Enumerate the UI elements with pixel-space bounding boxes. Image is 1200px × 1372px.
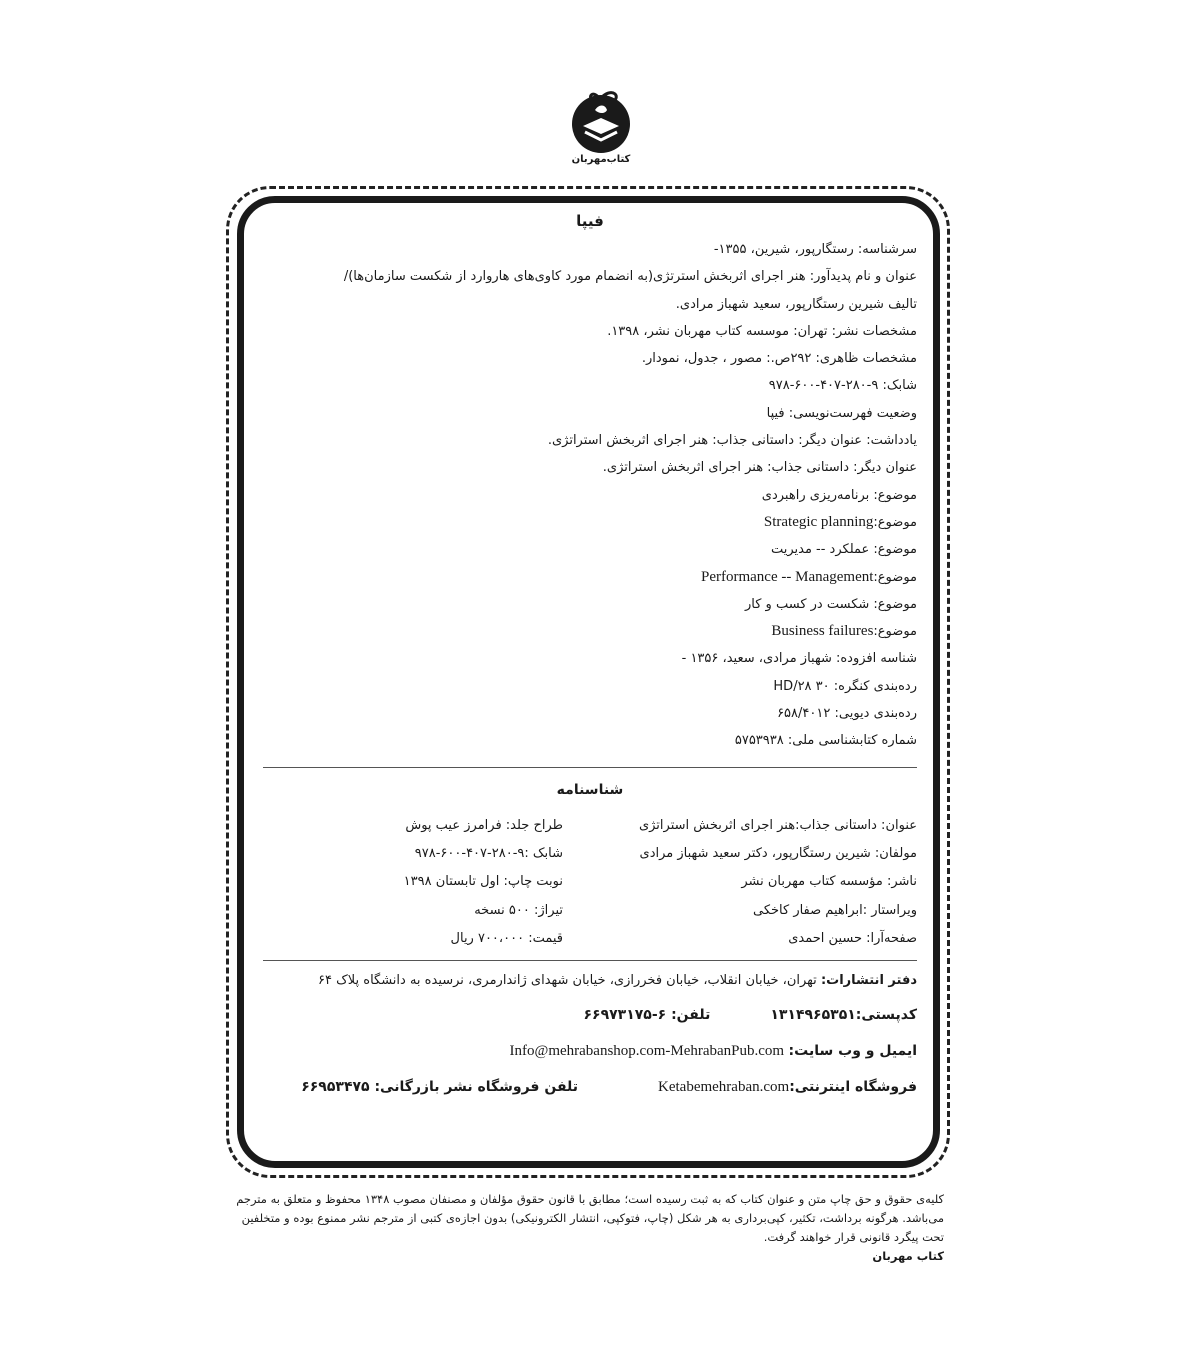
fipa-label: عنوان دیگر: bbox=[853, 460, 917, 476]
fipa-label: مشخصات ظاهری: bbox=[815, 351, 917, 367]
fipa-label: یادداشت: bbox=[866, 433, 917, 449]
info-card bbox=[263, 204, 917, 1158]
fipa-value: ۹-۲۸۰-۴۰۷-۶۰۰-۹۷۸ bbox=[768, 378, 883, 394]
fipa-line bbox=[263, 291, 917, 318]
fipa-value: شهباز مرادی، سعید، ۱۳۵۶ - bbox=[681, 651, 836, 667]
fipa-value: رستگارپور، شیرین، ۱۳۵۵- bbox=[713, 242, 858, 257]
postal-value: ۱۳۱۴۹۶۵۳۵۱ bbox=[770, 1006, 856, 1023]
office-address bbox=[263, 971, 917, 991]
fipa-line bbox=[263, 509, 917, 536]
publisher-logo bbox=[563, 86, 639, 176]
fipa-value: تالیف شیرین رستگارپور، سعید شهباز مرادی. bbox=[675, 296, 917, 312]
fipa-label: عنوان و نام پدیدآور: bbox=[809, 269, 917, 285]
fipa-value: Strategic planning bbox=[760, 513, 874, 530]
divider bbox=[263, 960, 917, 961]
fipa-line bbox=[263, 236, 917, 263]
copyright-line: می‌باشد. هرگونه برداشت، تکثیر، کپی‌برداری به هر شکل (چاپ، فتوکپی، انتشار الکترونیکی) بدون اجازه‌ی کتبی از مترجم نشر ممنوع بوده و متخلفین bbox=[241, 1211, 944, 1225]
shop-link[interactable]: Ketabemehraban.com bbox=[658, 1078, 790, 1095]
fipa-label: موضوع: bbox=[873, 624, 917, 640]
fipa-label: موضوع: bbox=[873, 514, 917, 530]
fipa-line bbox=[263, 700, 917, 727]
web-label: ایمیل و وب سایت: bbox=[788, 1042, 917, 1059]
fipa-value: عملکرد -- مدیریت bbox=[770, 542, 874, 558]
fipa-line bbox=[263, 400, 917, 427]
fipa-value: Business failures bbox=[767, 623, 874, 640]
fipa-label: موضوع: bbox=[873, 596, 917, 612]
shenasname-item: عنوان: داستانی جذاب:هنر اجرای اثربخش استراتژی bbox=[638, 817, 917, 833]
fipa-value: ۵۷۵۳۹۳۸ bbox=[734, 733, 788, 749]
fipa-label: شابک: bbox=[882, 378, 917, 394]
shenasname-item: تیراژ: ۵۰۰ نسخه bbox=[474, 902, 563, 918]
fipa-line bbox=[263, 536, 917, 563]
office-label: دفتر انتشارات: bbox=[820, 972, 917, 988]
fipa-value: ۶۵۸/۴۰۱۲ bbox=[777, 706, 835, 722]
fipa-line bbox=[263, 454, 917, 481]
phone-value: ۶-۶۶۹۷۳۱۷۵ bbox=[583, 1006, 672, 1023]
fipa-label: موضوع: bbox=[873, 487, 917, 503]
phone bbox=[583, 1005, 710, 1025]
shenasname-item: ویراستار :ابراهیم صفار کاخکی bbox=[752, 902, 917, 918]
fipa-line bbox=[263, 673, 917, 700]
fipa-value: عنوان دیگر: داستانی جذاب: هنر اجرای اثربخش استراتژی. bbox=[547, 433, 867, 449]
fipa-label: شناسه افزوده: bbox=[835, 651, 917, 667]
fipa-line bbox=[263, 618, 917, 645]
shenasname-item: طراح جلد: فرامرز عیب پوش bbox=[405, 817, 563, 833]
shenasname-right-column bbox=[587, 812, 917, 954]
fipa-value: Performance -- Management bbox=[697, 568, 874, 585]
postal-code bbox=[770, 1005, 917, 1025]
shenasname-left-column bbox=[263, 812, 563, 954]
shenasname-section bbox=[263, 812, 917, 954]
store-phone-value: ۶۶۹۵۳۴۷۵ bbox=[301, 1078, 375, 1095]
fipa-value: هنر اجرای اثربخش استرتژی(به انضمام مورد کاوی‌های هاروارد از شکست سازمان‌ها)/ bbox=[343, 269, 810, 285]
postal-label: کدپستی: bbox=[855, 1006, 917, 1023]
store-phone bbox=[301, 1077, 578, 1097]
fipa-value: شکست در کسب و کار bbox=[745, 596, 874, 612]
fipa-label: مشخصات نشر: bbox=[831, 323, 917, 339]
copyright-notice bbox=[234, 1190, 944, 1266]
shenasname-item: شابک :۹-۲۸۰-۴۰۷-۶۰۰-۹۷۸ bbox=[414, 846, 563, 862]
store-phone-label: تلفن فروشگاه نشر بازرگانی: bbox=[374, 1078, 578, 1095]
phone-label: تلفن: bbox=[671, 1006, 711, 1023]
shenasname-item: نوبت چاپ: اول تابستان ۱۳۹۸ bbox=[403, 874, 563, 890]
shenasname-title: شناسنامه bbox=[556, 781, 624, 798]
fipa-value: برنامه‌ریزی راهبردی bbox=[761, 487, 874, 503]
shenasname-item: مولفان: شیرین رستگارپور، دکتر سعید شهباز مرادی bbox=[639, 846, 917, 862]
fipa-label: موضوع: bbox=[873, 569, 917, 585]
book-logo-icon bbox=[563, 86, 639, 154]
logo-text: کتاب‌مهربان bbox=[571, 154, 631, 165]
fipa-line bbox=[263, 591, 917, 618]
fipa-section bbox=[263, 236, 917, 755]
web-link[interactable]: Info@mehrabanshop.com-MehrabanPub.com bbox=[509, 1042, 785, 1059]
shop-label: فروشگاه اینترنتی: bbox=[789, 1078, 917, 1095]
divider bbox=[263, 767, 917, 768]
copyright-line: تحت پیگرد قانونی قرار خواهند گرفت. bbox=[763, 1230, 944, 1244]
copyright-brand: کتاب مهربان bbox=[872, 1249, 944, 1263]
fipa-label: شماره کتابشناسی ملی: bbox=[787, 733, 917, 749]
fipa-line bbox=[263, 727, 917, 754]
office-value: تهران، خیابان انقلاب، خیابان فخررازی، خیابان شهدای ژاندارمری، نرسیده به دانشگاه پلاک ۶۴ bbox=[318, 972, 821, 988]
fipa-label: وضعیت فهرست‌نویسی: bbox=[788, 405, 917, 421]
fipa-line bbox=[263, 263, 917, 290]
fipa-value: داستانی جذاب: هنر اجرای اثربخش استراتژی. bbox=[602, 460, 854, 476]
fipa-line bbox=[263, 372, 917, 399]
shenasname-item: صفحه‌آرا: حسین احمدی bbox=[788, 931, 917, 947]
fipa-line bbox=[263, 564, 917, 591]
copyright-line: کلیه‌ی حقوق و حق چاپ متن و عنوان کتاب که به ثبت رسیده است؛ مطابق با قانون حقوق مؤلفان و مصنفان مصوب ۱۳۴۸ محفوظ و متعلق به مترجم bbox=[236, 1192, 944, 1206]
shenasname-item: قیمت: ۷۰۰،۰۰۰ ریال bbox=[450, 931, 563, 947]
shenasname-item: ناشر: مؤسسه کتاب مهربان نشر bbox=[741, 874, 917, 890]
fipa-line bbox=[263, 427, 917, 454]
fipa-line bbox=[263, 345, 917, 372]
email-website bbox=[263, 1041, 917, 1061]
postal-phone-row bbox=[263, 1005, 917, 1025]
online-shop bbox=[658, 1077, 917, 1097]
fipa-value: فیپا bbox=[766, 405, 789, 421]
fipa-value: HD/۲۸ ۳۰ bbox=[773, 678, 834, 694]
fipa-line bbox=[263, 482, 917, 509]
fipa-label: رده‌بندی کنگره: bbox=[833, 678, 917, 694]
fipa-value: ۲۹۲ص.: مصور ، جدول، نمودار. bbox=[641, 351, 816, 367]
fipa-line bbox=[263, 318, 917, 345]
fipa-value: تهران: موسسه کتاب مهربان نشر، ۱۳۹۸. bbox=[607, 323, 832, 339]
shop-row bbox=[263, 1077, 917, 1097]
fipa-label: سرشناسه: bbox=[857, 242, 917, 257]
fipa-line bbox=[263, 645, 917, 672]
fipa-title: فیپا bbox=[576, 212, 604, 230]
fipa-label: رده‌بندی دیویی: bbox=[834, 706, 917, 722]
fipa-label: موضوع: bbox=[873, 542, 917, 558]
